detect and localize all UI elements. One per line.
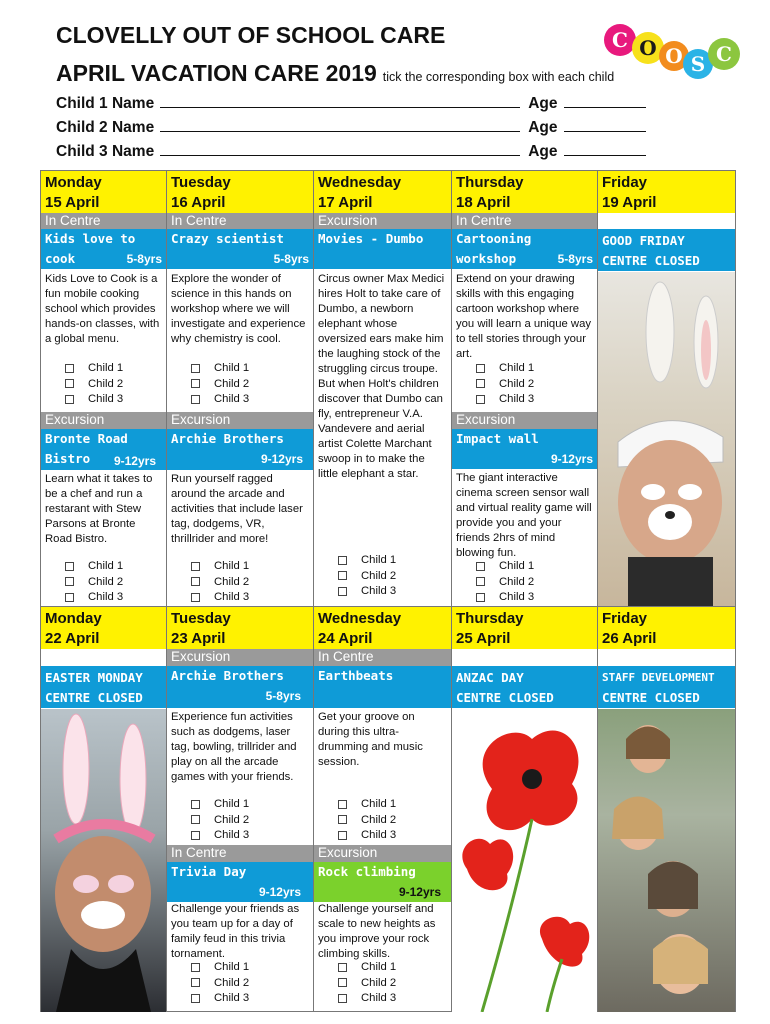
checkbox-label: Child 2 — [361, 813, 397, 826]
checkbox-label: Child 1 — [361, 961, 397, 973]
day-header-thursday-1 — [452, 171, 597, 213]
checkbox[interactable] — [476, 562, 485, 571]
closed-notice-anzac-day — [452, 666, 597, 708]
type-label: Excursion — [167, 649, 313, 666]
day-header-monday-1 — [41, 171, 166, 213]
activity-cartooning-workshop[interactable] — [452, 229, 597, 269]
closed-line2: CENTRE CLOSED — [602, 253, 700, 268]
checkbox[interactable] — [476, 379, 485, 388]
checkbox[interactable] — [338, 800, 347, 809]
day-header-friday-1 — [598, 171, 735, 213]
activity-impact-wall[interactable] — [452, 429, 597, 469]
day-header-tuesday-1 — [167, 171, 313, 213]
checkbox-label: Child 3 — [361, 992, 397, 1004]
day-date: 26 April — [602, 630, 657, 647]
child-checkboxes — [41, 361, 166, 409]
age-badge: 5-8yrs — [273, 252, 309, 266]
activity-title: Crazy scientist — [171, 231, 284, 246]
child-checkboxes — [452, 559, 597, 606]
checkbox-label: Child 3 — [88, 591, 124, 603]
day-name: Monday — [45, 610, 102, 627]
checkbox[interactable] — [476, 577, 485, 586]
closed-line1: ANZAC DAY — [456, 670, 524, 685]
child-checkboxes — [41, 559, 166, 606]
checkbox-label: Child 3 — [214, 829, 250, 841]
day-date: 23 April — [171, 630, 226, 647]
type-label: Excursion — [452, 412, 597, 429]
checkbox-label: Child 1 — [361, 798, 397, 810]
easter-girl-photo — [41, 709, 166, 1012]
activity-description: Extend on your drawing skills with this engaging cartoon workshop where you will learn a unique way to tell stories through your art. — [456, 273, 592, 360]
child-checkboxes — [167, 559, 313, 606]
checkbox[interactable] — [476, 395, 485, 404]
age-badge: 5-8yrs — [557, 252, 593, 266]
checkbox-label: Child 2 — [214, 813, 250, 826]
poppy-illustration — [452, 709, 597, 1012]
checkbox[interactable] — [338, 978, 347, 987]
logo-letter: C — [612, 28, 628, 52]
day-name: Monday — [45, 174, 102, 191]
checkbox[interactable] — [338, 963, 347, 972]
child-2-age-field[interactable] — [564, 118, 646, 132]
checkbox[interactable] — [338, 994, 347, 1003]
day-name: Wednesday — [318, 174, 402, 191]
checkbox[interactable] — [476, 593, 485, 602]
checkbox[interactable] — [338, 815, 347, 824]
child-checkboxes — [167, 797, 313, 845]
day-header-wednesday-2 — [314, 607, 451, 649]
child-checkboxes — [314, 797, 451, 845]
checkbox[interactable] — [65, 364, 74, 373]
activity-description: Learn what it takes to be a chef and run a restarant with Stew Parsons at Bronte Road Bistro. — [45, 473, 153, 545]
checkbox-label: Child 1 — [88, 362, 124, 374]
day-header-monday-2 — [41, 607, 166, 649]
bunny-face-paint-photo — [598, 272, 735, 606]
child-checkboxes — [314, 960, 451, 1010]
checkbox[interactable] — [338, 556, 347, 565]
age-badge: 9-12yrs — [398, 885, 441, 899]
checkbox-label: Child 3 — [361, 829, 397, 841]
closed-notice-staff-development — [598, 666, 735, 708]
checkbox[interactable] — [338, 831, 347, 840]
checkbox-label: Child 2 — [214, 976, 250, 989]
activity-title: Earthbeats — [318, 668, 394, 683]
checkbox-label: Child 2 — [88, 377, 124, 390]
age-badge: 9-12yrs — [260, 452, 303, 466]
age-badge: 9-12yrs — [550, 452, 593, 466]
closed-notice-good-friday — [598, 229, 735, 271]
activity-movies-dumbo[interactable] — [314, 229, 451, 269]
day-date: 16 April — [171, 194, 226, 211]
activity-description: Kids Love to Cook is a fun mobile cooking school which provides hands-on classes, with a global menu. — [45, 273, 160, 345]
checkbox-label: Child 2 — [361, 976, 397, 989]
child-3-age-field[interactable] — [564, 142, 646, 156]
staff-faces — [598, 709, 735, 1012]
logo-letter: O — [665, 44, 683, 68]
checkbox[interactable] — [65, 593, 74, 602]
child-3-age-label: Age — [528, 143, 558, 160]
child-1-name-label: Child 1 Name — [56, 95, 155, 112]
activity-title-line2: Bistro — [45, 451, 91, 466]
checkbox[interactable] — [191, 364, 200, 373]
checkbox-label: Child 1 — [88, 560, 124, 572]
day-name: Tuesday — [171, 174, 231, 191]
closed-notice-easter-monday — [41, 666, 166, 708]
logo-letter: S — [690, 52, 706, 76]
logo-letter: O — [639, 36, 657, 60]
age-badge: 5-8yrs — [265, 689, 301, 703]
age-badge: 5-8yrs — [126, 252, 162, 266]
type-label: In Centre — [314, 649, 451, 666]
child-1-age-label: Age — [528, 95, 558, 112]
activity-archie-brothers-23[interactable] — [167, 666, 313, 708]
checkbox-label: Child 2 — [214, 575, 250, 588]
checkbox[interactable] — [191, 593, 200, 602]
type-label: In Centre — [167, 213, 313, 229]
checkbox-label: Child 3 — [88, 393, 124, 405]
activity-trivia-day[interactable] — [167, 862, 313, 902]
checkbox[interactable] — [338, 587, 347, 596]
activity-title: Archie Brothers — [171, 668, 284, 683]
checkbox[interactable] — [65, 577, 74, 586]
activity-title: Impact wall — [456, 431, 539, 446]
checkbox-label: Child 3 — [214, 992, 250, 1004]
checkbox-label: Child 3 — [499, 393, 535, 405]
activity-archie-brothers[interactable] — [167, 429, 313, 470]
child-checkboxes — [167, 361, 313, 409]
day-name: Wednesday — [318, 610, 402, 627]
day-date: 24 April — [318, 630, 373, 647]
type-label: Excursion — [314, 213, 451, 229]
child-1-row — [56, 94, 646, 113]
page-subtitle — [56, 60, 614, 87]
logo-letter: C — [716, 42, 732, 66]
day-header-tuesday-2 — [167, 607, 313, 649]
closed-line1: EASTER MONDAY — [45, 670, 143, 685]
activity-description: Challenge your friends as you team up for a day of family feud in this trivia tornament. — [171, 903, 300, 960]
checkbox-label: Child 2 — [499, 575, 535, 588]
checkbox[interactable] — [191, 800, 200, 809]
activity-rock-climbing[interactable] — [314, 862, 451, 902]
activity-title: Movies - Dumbo — [318, 231, 424, 246]
checkbox-label: Child 2 — [88, 575, 124, 588]
type-label: Excursion — [41, 412, 166, 429]
day-date: 18 April — [456, 194, 511, 211]
poppy-flowers — [452, 709, 597, 1012]
checkbox[interactable] — [65, 379, 74, 388]
checkbox[interactable] — [191, 831, 200, 840]
age-badge: 9-12yrs — [258, 885, 301, 899]
activity-description: Circus owner Max Medici hires Holt to take care of Dumbo, a newborn elephant whose oversized ears make him the laughing stock of the struggling circus troupe. But when Holt's children discover that Dumbo can fly, entrepreneur V.A. Vandevere and aerial artist Colette Marchant swoop in to make the little elephant a star. — [318, 273, 445, 480]
instruction-text: tick the corresponding box with each child — [382, 70, 615, 84]
type-label: In Centre — [452, 213, 597, 229]
closed-line2: CENTRE CLOSED — [602, 690, 700, 705]
day-header-thursday-2 — [452, 607, 597, 649]
activity-title: Cartooning workshop — [456, 231, 532, 266]
day-date: 17 April — [318, 194, 373, 211]
child-2-age-label: Age — [528, 119, 558, 136]
child-checkboxes — [452, 361, 597, 409]
child-3-name-field[interactable] — [160, 142, 520, 156]
child-3-row — [56, 142, 646, 161]
bunny-boy-illustration — [598, 272, 735, 606]
child-checkboxes — [314, 553, 451, 601]
closed-line1: GOOD FRIDAY — [602, 233, 685, 248]
day-name: Friday — [602, 174, 648, 191]
checkbox-label: Child 1 — [214, 961, 250, 973]
day-name: Friday — [602, 610, 648, 627]
day-header-wednesday-1 — [314, 171, 451, 213]
day-name: Thursday — [456, 174, 524, 191]
type-label: In Centre — [41, 213, 166, 229]
activity-earthbeats[interactable] — [314, 666, 451, 708]
day-date: 15 April — [45, 194, 100, 211]
day-date: 19 April — [602, 194, 657, 211]
child-1-age-field[interactable] — [564, 94, 646, 108]
activity-description: Run yourself ragged around the arcade and activities that include laser tag, dodgems, VR, thrillrider and more! — [171, 473, 303, 545]
type-label: Excursion — [314, 845, 451, 862]
child-2-row — [56, 118, 646, 137]
closed-line2: CENTRE CLOSED — [45, 690, 143, 705]
activity-description: Challenge yourself and scale to new heights as you improve your rock climbing skills. — [318, 903, 436, 960]
subtitle-text: APRIL VACATION CARE 2019 — [56, 60, 377, 86]
checkbox-label: Child 1 — [361, 554, 397, 566]
checkbox[interactable] — [338, 571, 347, 580]
activity-description: The giant interactive cinema screen sensor wall and virtual reality game will provide you and your friends 2hrs of mind blowing fun. — [456, 472, 592, 559]
activity-description: Experience fun activities such as dodgems, laser tag, bowling, trillrider and play on all the arcade games with your friends. — [171, 711, 297, 783]
activity-crazy-scientist[interactable] — [167, 229, 313, 269]
type-label: In Centre — [167, 845, 313, 862]
checkbox[interactable] — [65, 395, 74, 404]
checkbox-label: Child 3 — [499, 591, 535, 603]
page-title: CLOVELLY OUT OF SCHOOL CARE — [56, 22, 446, 48]
checkbox[interactable] — [191, 395, 200, 404]
checkbox-label: Child 2 — [499, 377, 535, 390]
checkbox-label: Child 3 — [214, 393, 250, 405]
checkbox-label: Child 2 — [214, 377, 250, 390]
activity-title: Kids love to cook — [45, 231, 136, 266]
checkbox[interactable] — [476, 364, 485, 373]
activity-title: Archie Brothers — [171, 431, 284, 446]
checkbox-label: Child 1 — [499, 362, 535, 374]
easter-girl-illustration — [41, 709, 166, 1012]
checkbox-label: Child 1 — [214, 362, 250, 374]
checkbox-label: Child 1 — [214, 560, 250, 572]
activity-bronte-road-bistro[interactable] — [41, 429, 166, 470]
activity-title: Rock climbing — [318, 864, 416, 879]
child-2-name-label: Child 2 Name — [56, 119, 155, 136]
checkbox-label: Child 3 — [361, 585, 397, 597]
child-3-name-label: Child 3 Name — [56, 143, 155, 160]
activity-title: Trivia Day — [171, 864, 247, 879]
checkbox[interactable] — [191, 978, 200, 987]
activity-description: Get your groove on during this ultra-drumming and music session. — [318, 711, 423, 768]
activity-title: Bronte Road — [45, 431, 128, 446]
checkbox[interactable] — [65, 562, 74, 571]
child-1-name-field[interactable] — [160, 94, 520, 108]
coosc-logo — [602, 18, 744, 88]
staff-group-photo — [598, 709, 735, 1012]
checkbox-label: Child 1 — [499, 560, 535, 572]
checkbox-label: Child 3 — [214, 591, 250, 603]
checkbox[interactable] — [191, 577, 200, 586]
child-checkboxes — [167, 960, 313, 1010]
checkbox[interactable] — [191, 379, 200, 388]
closed-line1: STAFF DEVELOPMENT — [602, 671, 715, 684]
activity-kids-love-to-cook[interactable] — [41, 229, 166, 269]
day-name: Tuesday — [171, 610, 231, 627]
checkbox[interactable] — [191, 963, 200, 972]
day-name: Thursday — [456, 610, 524, 627]
checkbox[interactable] — [191, 815, 200, 824]
checkbox-label: Child 2 — [361, 569, 397, 582]
day-header-friday-2 — [598, 607, 735, 649]
checkbox[interactable] — [191, 562, 200, 571]
day-date: 25 April — [456, 630, 511, 647]
checkbox[interactable] — [191, 994, 200, 1003]
type-label: Excursion — [167, 412, 313, 429]
age-badge: 9-12yrs — [113, 454, 156, 468]
activity-description: Explore the wonder of science in this hands on workshop where we will investigate and experience why chemistry is cool. — [171, 273, 306, 345]
day-date: 22 April — [45, 630, 100, 647]
checkbox-label: Child 1 — [214, 798, 250, 810]
child-2-name-field[interactable] — [160, 118, 520, 132]
closed-line2: CENTRE CLOSED — [456, 690, 554, 705]
